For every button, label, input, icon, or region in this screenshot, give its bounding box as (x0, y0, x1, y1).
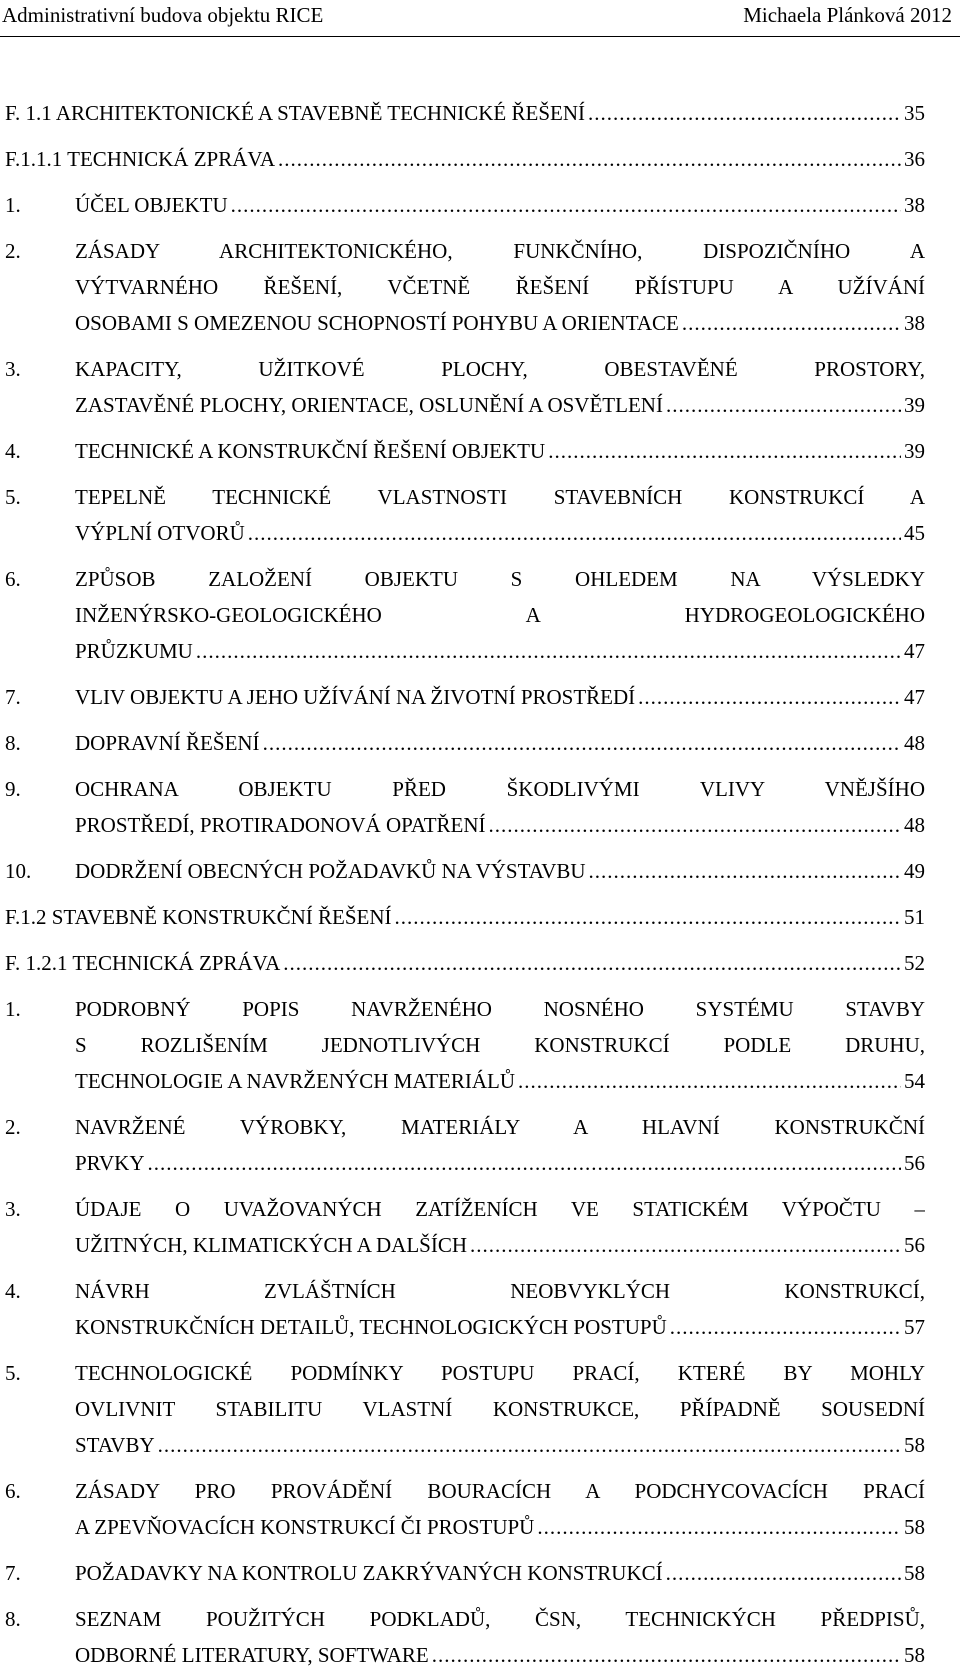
dot-leader (670, 1312, 901, 1342)
toc-entry-title: KAPACITY, UŽITKOVÉ PLOCHY, OBESTAVĚNÉ PROSTORY, (75, 357, 925, 381)
toc-entry-title: KONSTRUKČNÍCH DETAILŮ, TECHNOLOGICKÝCH POSTUPŮ (75, 1315, 667, 1339)
toc-entry-number: 7. (5, 685, 21, 709)
toc-entry-number: 2. (5, 239, 21, 263)
header-title: Administrativní budova objektu RICE (2, 3, 324, 27)
dot-leader (248, 518, 901, 548)
toc-entry-title: TEPELNĚ TECHNICKÉ VLASTNOSTI STAVEBNÍCH KONSTRUKCÍ A (75, 485, 925, 509)
dot-leader (489, 810, 901, 840)
toc-entry-number: 7. (5, 1561, 21, 1585)
dot-leader (666, 390, 901, 420)
toc-entry-title: OSOBAMI S OMEZENOU SCHOPNOSTÍ POHYBU A ORIENTACE (75, 311, 679, 335)
toc-page-number: 58 (904, 1561, 925, 1585)
dot-leader (278, 144, 901, 174)
toc-entry-title: A ZPEVŇOVACÍCH KONSTRUKCÍ ČI PROSTUPŮ (75, 1515, 535, 1539)
toc-entry-title: F. 1.2.1 TECHNICKÁ ZPRÁVA (5, 951, 281, 975)
toc-page-number: 39 (904, 439, 925, 463)
toc-entry-title: OCHRANA OBJEKTU PŘED ŠKODLIVÝMI VLIVY VNĚJŠÍHO (75, 777, 925, 801)
toc-entry-title: VÝPLNÍ OTVORŮ (75, 521, 245, 545)
toc-page-number: 47 (904, 685, 925, 709)
dot-leader (666, 1558, 901, 1588)
toc-page-number: 47 (904, 639, 925, 663)
toc-entry-number: 4. (5, 439, 21, 463)
toc-page-number: 58 (904, 1643, 925, 1667)
toc-page-number: 58 (904, 1515, 925, 1539)
toc-page-number: 38 (904, 311, 925, 335)
toc-entry-title: STAVBY (75, 1433, 155, 1457)
toc-entry-number: 6. (5, 567, 21, 591)
toc-entry-number: 3. (5, 1197, 21, 1221)
toc-entry-title: NÁVRH ZVLÁŠTNÍCH NEOBVYKLÝCH KONSTRUKCÍ, (75, 1279, 925, 1303)
toc-entry-title: VLIV OBJEKTU A JEHO UŽÍVÁNÍ NA ŽIVOTNÍ PROSTŘEDÍ (75, 685, 636, 709)
toc-page-number: 51 (904, 905, 925, 929)
toc-entry-number: 5. (5, 485, 21, 509)
toc-entry-title: INŽENÝRSKO-GEOLOGICKÉHO A HYDROGEOLOGICKÉHO (75, 603, 925, 627)
toc-entry-title: DODRŽENÍ OBECNÝCH POŽADAVKŮ NA VÝSTAVBU (75, 859, 586, 883)
toc-entry-title: PRŮZKUMU (75, 639, 193, 663)
toc-entry-title: DOPRAVNÍ ŘEŠENÍ (75, 731, 260, 755)
toc-entry-title: ZASTAVĚNÉ PLOCHY, ORIENTACE, OSLUNĚNÍ A OSVĚTLENÍ (75, 393, 663, 417)
toc-entry-title: ZÁSADY PRO PROVÁDĚNÍ BOURACÍCH A PODCHYCOVACÍCH PRACÍ (75, 1479, 925, 1503)
toc-entry-number: 6. (5, 1479, 21, 1503)
dot-leader (470, 1230, 901, 1260)
dot-leader (158, 1430, 901, 1460)
toc-page-number: 48 (904, 813, 925, 837)
toc-entry-number: 4. (5, 1279, 21, 1303)
dot-leader (518, 1066, 901, 1096)
toc-entry-title: TECHNICKÉ A KONSTRUKČNÍ ŘEŠENÍ OBJEKTU (75, 439, 546, 463)
toc-entry-number: 3. (5, 357, 21, 381)
toc-entry-title: SEZNAM POUŽITÝCH PODKLADŮ, ČSN, TECHNICKÝCH PŘEDPISŮ, (75, 1607, 925, 1631)
toc-entry-title: UŽITNÝCH, KLIMATICKÝCH A DALŠÍCH (75, 1233, 467, 1257)
toc-entry-title: NAVRŽENÉ VÝROBKY, MATERIÁLY A HLAVNÍ KONSTRUKČNÍ (75, 1115, 925, 1139)
toc-page-number: 57 (904, 1315, 925, 1339)
toc-page-number: 56 (904, 1233, 925, 1257)
dot-leader (548, 436, 901, 466)
dot-leader (263, 728, 901, 758)
toc-entry-number: 5. (5, 1361, 21, 1385)
dot-leader (395, 902, 901, 932)
toc-page-number: 35 (904, 101, 925, 125)
dot-leader (231, 190, 901, 220)
dot-leader (148, 1148, 901, 1178)
dot-leader (537, 1512, 901, 1542)
toc-page-number: 39 (904, 393, 925, 417)
toc-page-number: 48 (904, 731, 925, 755)
dot-leader (682, 308, 901, 338)
dot-leader (589, 856, 901, 886)
toc-page-number: 58 (904, 1433, 925, 1457)
toc-entry-title: F. 1.1 ARCHITEKTONICKÉ A STAVEBNĚ TECHNICKÉ ŘEŠENÍ (5, 101, 586, 125)
toc-page-number: 49 (904, 859, 925, 883)
toc-entry-number: 1. (5, 193, 21, 217)
toc-entry-title: ÚDAJE O UVAŽOVANÝCH ZATÍŽENÍCH VE STATICKÉM VÝPOČTU – (75, 1197, 925, 1221)
toc-entry-title: PRVKY (75, 1151, 145, 1175)
toc-entry-number: 2. (5, 1115, 21, 1139)
dot-leader (588, 98, 901, 128)
toc-entry-title: ZPŮSOB ZALOŽENÍ OBJEKTU S OHLEDEM NA VÝSLEDKY (75, 567, 925, 591)
dot-leader (638, 682, 901, 712)
toc-page-number: 52 (904, 951, 925, 975)
toc-entry-title: VÝTVARNÉHO ŘEŠENÍ, VČETNĚ ŘEŠENÍ PŘÍSTUPU A UŽÍVÁNÍ (75, 275, 925, 299)
toc-entry-title: PROSTŘEDÍ, PROTIRADONOVÁ OPATŘENÍ (75, 813, 486, 837)
toc-entry-title: ÚČEL OBJEKTU (75, 193, 228, 217)
toc-entry-title: TECHNOLOGIE A NAVRŽENÝCH MATERIÁLŮ (75, 1069, 516, 1093)
toc-entry-number: 1. (5, 997, 21, 1021)
toc-page-number: 36 (904, 147, 925, 171)
dot-leader (432, 1640, 901, 1670)
toc-entry-title: F.1.2 STAVEBNĚ KONSTRUKČNÍ ŘEŠENÍ (5, 905, 392, 929)
toc-entry-title: ZÁSADY ARCHITEKTONICKÉHO, FUNKČNÍHO, DISPOZIČNÍHO A (75, 239, 925, 263)
toc-entry-title: ODBORNÉ LITERATURY, SOFTWARE (75, 1643, 429, 1667)
toc-entry-title: OVLIVNIT STABILITU VLASTNÍ KONSTRUKCE, PŘÍPADNĚ SOUSEDNÍ (75, 1397, 925, 1421)
toc-entry-title: F.1.1.1 TECHNICKÁ ZPRÁVA (5, 147, 275, 171)
toc-entry-title: TECHNOLOGICKÉ PODMÍNKY POSTUPU PRACÍ, KTERÉ BY MOHLY (75, 1361, 925, 1385)
dot-leader (283, 948, 901, 978)
toc-entry-number: 8. (5, 1607, 21, 1631)
toc-page-number: 45 (904, 521, 925, 545)
toc-page-number: 54 (904, 1069, 925, 1093)
toc-entry-number: 9. (5, 777, 21, 801)
dot-leader (196, 636, 901, 666)
toc-entry-title: PODROBNÝ POPIS NAVRŽENÉHO NOSNÉHO SYSTÉMU STAVBY (75, 997, 925, 1021)
toc-entry-title: POŽADAVKY NA KONTROLU ZAKRÝVANÝCH KONSTRUKCÍ (75, 1561, 663, 1585)
header-author-year: Michaela Plánková 2012 (743, 3, 952, 27)
toc-entry-title: S ROZLIŠENÍM JEDNOTLIVÝCH KONSTRUKCÍ PODLE DRUHU, (75, 1033, 925, 1057)
toc-page-number: 56 (904, 1151, 925, 1175)
toc-entry-number: 10. (5, 859, 32, 883)
toc-entry-number: 8. (5, 731, 21, 755)
toc-page-number: 38 (904, 193, 925, 217)
page-header (0, 0, 960, 37)
